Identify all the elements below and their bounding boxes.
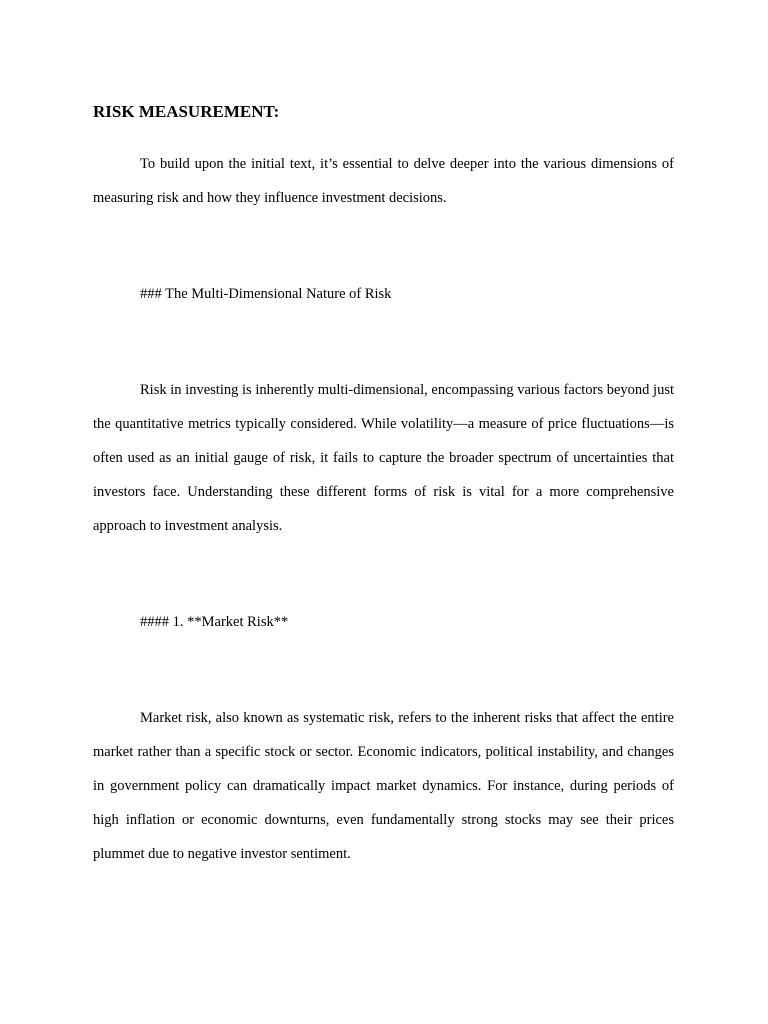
multi-dimensional-risk-paragraph: Risk in investing is inherently multi-dimensional, encompassing various factors beyond just the quantitative metrics typically considered. While volatility—a measure of price fluctuations—is often used as an initial gauge of risk, it fails to capture the broader spectrum of uncertainties that investors face. Understanding these different forms of risk is vital for a more comprehensive approach to investment analysis. (93, 382, 674, 534)
section-heading-multi-dimensional-risk: ### The Multi-Dimensional Nature of Risk (140, 286, 392, 302)
page-title: RISK MEASUREMENT: (93, 102, 280, 121)
intro-paragraph: To build upon the initial text, it’s essential to delve deeper into the various dimensions of measuring risk and how they influence investment decisions. (93, 156, 674, 206)
market-risk-paragraph: Market risk, also known as systematic risk, refers to the inherent risks that affect the entire market rather than a specific stock or sector. Economic indicators, political instability, and changes in government policy can dramatically impact market dynamics. For instance, during periods of high inflation or economic downturns, even fundamentally strong stocks may see their prices plummet due to negative investor sentiment. (93, 710, 674, 862)
section-heading-market-risk: #### 1. **Market Risk** (140, 614, 289, 630)
